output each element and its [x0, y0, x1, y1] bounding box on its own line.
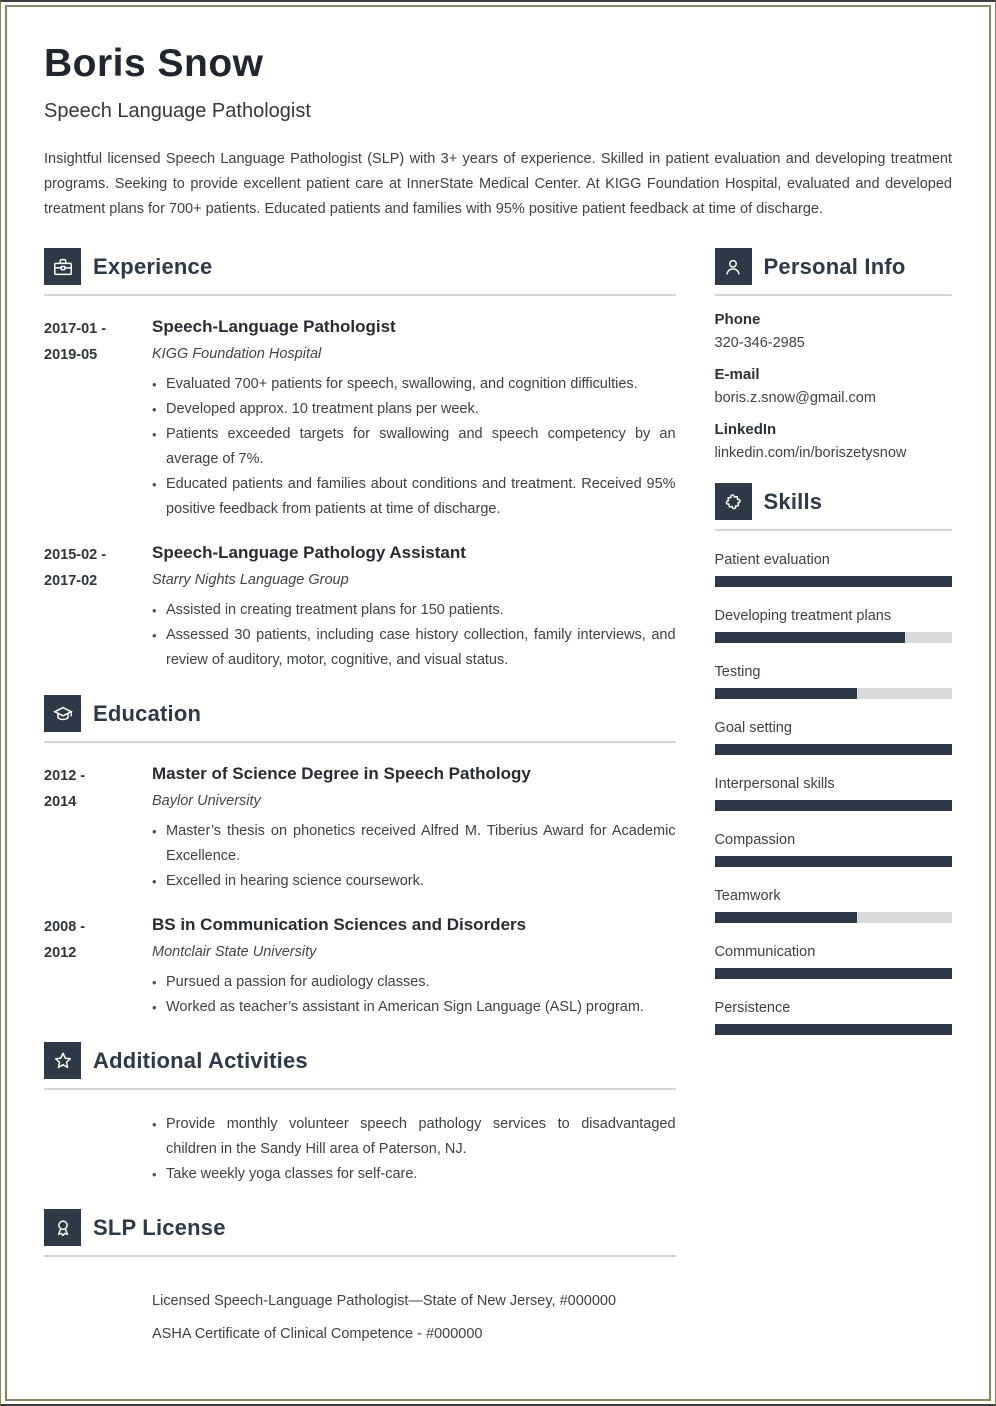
license-entry	[44, 1277, 676, 1347]
date-end: 2019-05	[44, 347, 98, 363]
education-section-header	[44, 695, 676, 743]
bullet-item: • Pursued a passion for audiology classes.	[152, 970, 676, 995]
entry-bullet-list	[152, 372, 676, 522]
entry-dates	[44, 316, 152, 522]
bullet-item: • Master’s thesis on phonetics received Alfred M. Tiberius Award for Academic Excellence.	[152, 819, 676, 869]
education-entry	[44, 914, 676, 1020]
bullet-item: • Worked as teacher’s assistant in American Sign Language (ASL) program.	[152, 995, 676, 1020]
activities-section-title: Additional Activities	[93, 1047, 308, 1073]
skill-item	[715, 720, 952, 755]
skill-bar	[715, 1024, 952, 1035]
star-icon	[44, 1042, 81, 1079]
section-education	[44, 695, 676, 1020]
entry-bullet-list	[152, 1112, 676, 1187]
skill-bar-fill	[715, 800, 952, 811]
skill-label: Goal setting	[714, 720, 792, 736]
personal-info-section-header	[715, 248, 952, 296]
experience-entry	[44, 542, 676, 673]
skill-label: Patient evaluation	[714, 552, 830, 568]
skill-item	[715, 776, 952, 811]
skill-bar-fill	[715, 688, 857, 699]
skill-label: Testing	[714, 664, 761, 680]
experience-section-title: Experience	[93, 253, 213, 279]
skill-bar	[715, 632, 952, 643]
date-start: 2012 -	[44, 768, 86, 784]
email-label: E-mail	[714, 366, 760, 383]
skill-label: Developing treatment plans	[714, 608, 892, 624]
skill-label: Communication	[714, 944, 816, 960]
activities-entry	[44, 1110, 676, 1187]
bullet-item: • Take weekly yoga classes for self-care.	[152, 1162, 676, 1187]
linkedin-label: LinkedIn	[714, 421, 777, 438]
person-job-title: Speech Language Pathologist	[44, 100, 311, 122]
email-value: boris.z.snow@gmail.com	[714, 390, 876, 406]
skill-item	[715, 944, 952, 979]
license-line: ASHA Certificate of Clinical Competence - #000000	[152, 1326, 483, 1342]
skill-bar	[715, 912, 952, 923]
skills-list	[715, 552, 952, 1035]
section-personal-info	[715, 248, 952, 461]
bullet-item: • Assessed 30 patients, including case history collection, family interviews, and review of auditory, motor, cognitive, and visual status.	[152, 623, 676, 673]
date-start: 2008 -	[44, 919, 86, 935]
date-end: 2014	[44, 794, 77, 810]
medal-icon	[44, 1209, 81, 1246]
section-additional-activities	[44, 1042, 676, 1187]
entry-dates-empty	[44, 1110, 152, 1187]
skill-bar-fill	[715, 1024, 952, 1035]
bullet-item: • Patients exceeded targets for swallowing and speech competency by an average of 7%.	[152, 422, 676, 472]
date-start: 2015-02 -	[44, 547, 107, 563]
skill-bar-fill	[715, 912, 857, 923]
person-icon	[715, 248, 752, 285]
entry-company: Starry Nights Language Group	[152, 572, 349, 588]
skill-label: Persistence	[714, 1000, 791, 1016]
skill-bar-fill	[715, 968, 952, 979]
skill-bar-fill	[715, 632, 905, 643]
license-section-header	[44, 1209, 676, 1257]
bullet-item: • Educated patients and families about conditions and treatment. Received 95% positive feedback from patients at time of discharge.	[152, 472, 676, 522]
skill-item	[715, 888, 952, 923]
skill-label: Compassion	[714, 832, 796, 848]
entry-company: KIGG Foundation Hospital	[152, 346, 322, 362]
entry-dates	[44, 542, 152, 673]
entry-dates-empty	[44, 1277, 152, 1347]
phone-label: Phone	[714, 311, 761, 328]
bullet-item: • Evaluated 700+ patients for speech, swallowing, and cognition difficulties.	[152, 372, 676, 397]
entry-title: Master of Science Degree in Speech Pathology	[152, 764, 531, 783]
personal-info-section-title: Personal Info	[763, 253, 906, 279]
skill-bar	[715, 856, 952, 867]
personal-info-field	[715, 421, 952, 461]
skill-bar-fill	[715, 576, 952, 587]
skill-bar	[715, 744, 952, 755]
skills-section-title: Skills	[763, 488, 823, 514]
license-section-title: SLP License	[93, 1214, 226, 1240]
license-line: Licensed Speech-Language Pathologist—State of New Jersey, #000000	[152, 1293, 617, 1309]
entry-title: BS in Communication Sciences and Disorders	[152, 915, 527, 934]
skill-item	[715, 664, 952, 699]
skill-bar-fill	[715, 744, 952, 755]
entry-school: Baylor University	[152, 793, 261, 809]
section-skills	[715, 483, 952, 1035]
education-section-title: Education	[93, 700, 202, 726]
experience-entry	[44, 316, 676, 522]
skill-bar-fill	[715, 856, 952, 867]
entry-title: Speech-Language Pathology Assistant	[152, 543, 466, 562]
bullet-item: • Developed approx. 10 treatment plans per week.	[152, 397, 676, 422]
skill-bar	[715, 968, 952, 979]
date-end: 2017-02	[44, 573, 98, 589]
puzzle-icon	[715, 483, 752, 520]
section-slp-license	[44, 1209, 676, 1347]
entry-bullet-list	[152, 819, 676, 894]
person-name: Boris Snow	[44, 42, 264, 85]
activities-section-header	[44, 1042, 676, 1090]
skill-item	[715, 608, 952, 643]
summary-paragraph: Insightful licensed Speech Language Pathologist (SLP) with 3+ years of experience. Skilled in patient evaluation and developing treatment programs. Seeking to provide excellent patient care at InnerState Medical Center. At KIGG Foundation Hospital, evaluated and developed treatment plans for 700+ patients. Educated patients and families with 95% positive patient feedback at time of discharge.	[44, 151, 952, 217]
entry-bullet-list	[152, 970, 676, 1020]
skill-label: Teamwork	[714, 888, 781, 904]
skill-bar	[715, 688, 952, 699]
section-experience	[44, 248, 676, 673]
phone-value: 320-346-2985	[714, 335, 805, 351]
entry-title: Speech-Language Pathologist	[152, 317, 396, 336]
entry-bullet-list	[152, 598, 676, 673]
experience-section-header	[44, 248, 676, 296]
date-start: 2017-01 -	[44, 321, 107, 337]
personal-info-field	[715, 311, 952, 351]
bullet-item: • Provide monthly volunteer speech pathology services to disadvantaged children in the Sandy Hill area of Paterson, NJ.	[152, 1112, 676, 1162]
skill-item	[715, 832, 952, 867]
personal-info-field	[715, 366, 952, 406]
entry-dates	[44, 763, 152, 894]
skill-label: Interpersonal skills	[714, 776, 835, 792]
bullet-item: • Excelled in hearing science coursework.	[152, 869, 676, 894]
graduation-cap-icon	[44, 695, 81, 732]
sidebar-column	[715, 248, 952, 1369]
date-end: 2012	[44, 945, 77, 961]
skill-item	[715, 1000, 952, 1035]
entry-school: Montclair State University	[152, 944, 317, 960]
main-column	[44, 248, 676, 1369]
skill-item	[715, 552, 952, 587]
bullet-item: • Assisted in creating treatment plans for 150 patients.	[152, 598, 676, 623]
education-entry	[44, 763, 676, 894]
briefcase-icon	[44, 248, 81, 285]
linkedin-value: linkedin.com/in/boriszetysnow	[714, 445, 907, 461]
skill-bar	[715, 800, 952, 811]
entry-dates	[44, 914, 152, 1020]
skill-bar	[715, 576, 952, 587]
skills-section-header	[715, 483, 952, 531]
